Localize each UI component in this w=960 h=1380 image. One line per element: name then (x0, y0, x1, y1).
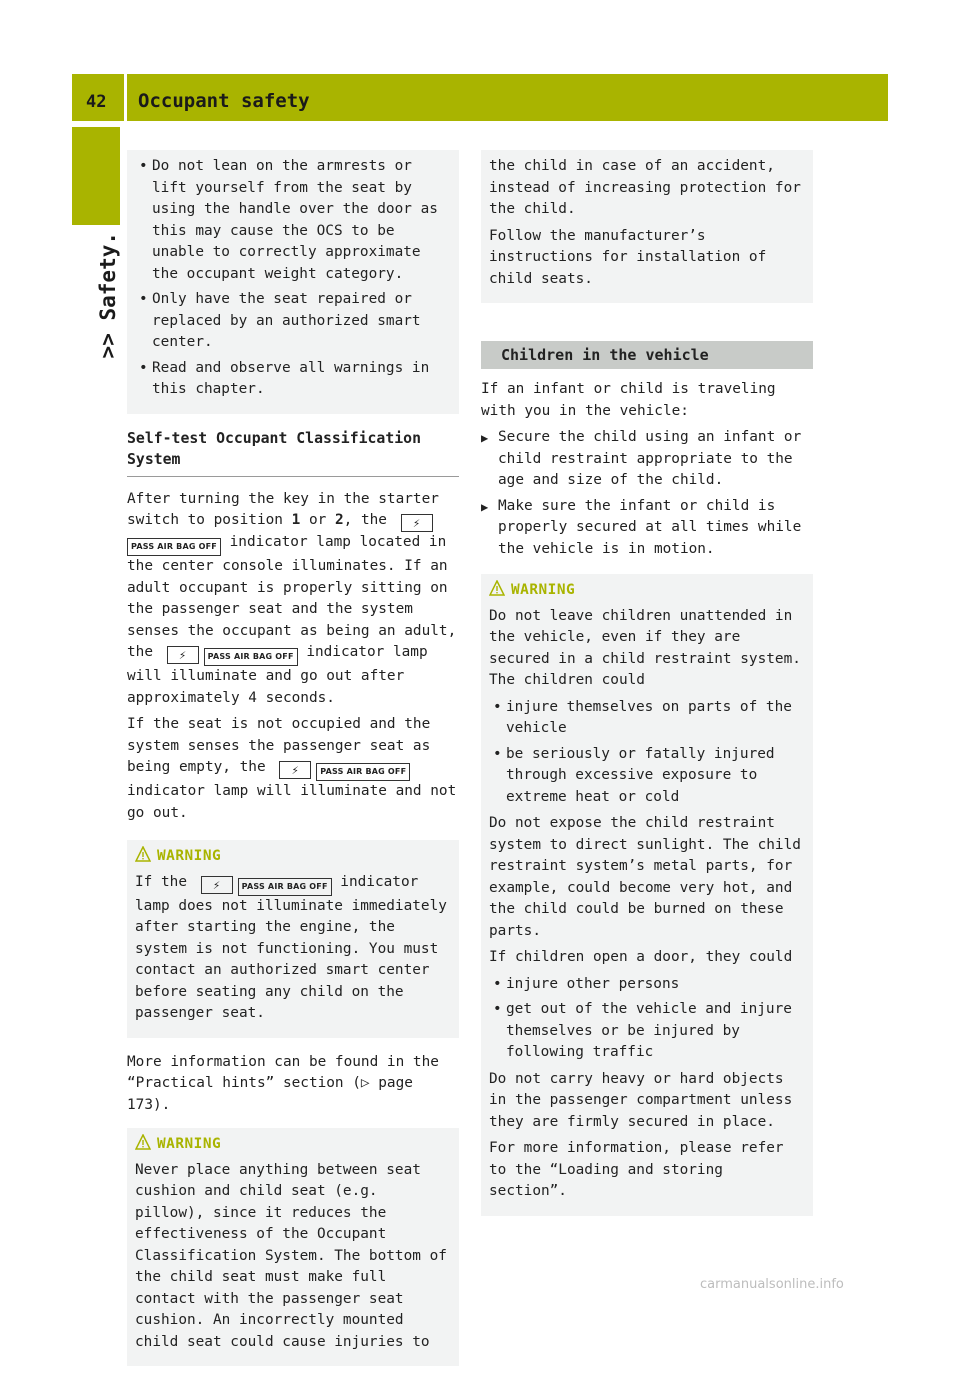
warning-box (481, 574, 813, 1216)
paragraph: After turning the key in the starter switch to position 1 or 2, the ⚡PASS AIR BAG OFF indicator lamp located in the center console illuminates. If an adult occupant is properly sitting on the passenger seat and the system senses the occupant as being an adult, the ⚡ PASS AIR BAG OFF indicator lamp will illuminate and go out after approximately 4 seconds. (127, 490, 457, 706)
pass-airbag-off-icon: PASS AIR BAG OFF (238, 878, 332, 896)
warning-triangle-icon (135, 1134, 151, 1150)
bullet-list (489, 697, 805, 809)
pass-airbag-off-icon: PASS AIR BAG OFF (316, 763, 410, 781)
list-item: • Do not lean on the armrests or lift yourself from the seat by using the handle over the door as this may cause the OCS to be unable to correctly approximate the occupant weight category. (139, 158, 438, 282)
warning-text: For more information, please refer to the “Loading and storing section”. (489, 1140, 784, 1199)
warning-triangle-icon (489, 580, 505, 596)
list-item: • injure themselves on parts of the vehicle (493, 698, 792, 736)
list-item: • be seriously or fatally injured through excessive exposure to extreme heat or cold (493, 745, 775, 805)
warning-heading: WARNING (135, 1134, 451, 1156)
warning-text: Do not expose the child restraint system to direct sunlight. The child restraint system’s metal parts, for example, could become very hot, and the child could be burned on these parts. (489, 815, 801, 939)
right-column (481, 150, 813, 1230)
warning-triangle-icon (135, 846, 151, 862)
section-tab-label: >> Safety. (96, 232, 120, 359)
page-number: 42 (86, 92, 107, 112)
list-item: • Only have the seat repaired or replaced by an authorized smart center. (139, 291, 421, 350)
page-title: Occupant safety (138, 90, 310, 112)
list-item: ▶ Secure the child using an infant or child restraint appropriate to the age and size of the child. (481, 429, 802, 488)
section-tab-block (72, 127, 120, 225)
passenger-seat-icon: ⚡ (201, 876, 233, 894)
warning-text: Do not carry heavy or hard objects in the passenger compartment unless they are firmly secured in place. (489, 1070, 793, 1130)
bullet-list (135, 156, 451, 401)
passenger-seat-icon: ⚡ (279, 761, 311, 779)
warning-heading: WARNING (135, 846, 451, 868)
warning-text: Never place anything between seat cushion and child seat (e.g. pillow), since it reduces the effectiveness of the Occupant Classification System. The bottom of the child seat must make full contact with the passenger seat cushion. An incorrectly mounted child seat could cause injuries to (135, 1161, 447, 1350)
warning-heading: WARNING (489, 580, 805, 602)
warning-text: Do not leave children unattended in the vehicle, even if they are secured in a child restraint system. The children could (489, 607, 801, 688)
info-box (127, 150, 459, 414)
bullet-list (489, 974, 805, 1064)
pass-airbag-off-icon: PASS AIR BAG OFF (204, 648, 298, 666)
warning-text: Follow the manufacturer’s instructions for installation of child seats. (489, 227, 767, 287)
warning-text: If the ⚡ PASS AIR BAG OFF indicator lamp does not illuminate immediately after starting the engine, the system is not functioning. You must contact an authorized smart center before seating any child on the passenger seat. (135, 873, 447, 1021)
paragraph: If the seat is not occupied and the system senses the passenger seat as being empty, the ⚡ PASS AIR BAG OFF indicator lamp will illuminate and not go out. (127, 716, 457, 821)
pass-airbag-off-icon: PASS AIR BAG OFF (127, 538, 221, 556)
list-item: • injure other persons (493, 975, 680, 992)
warning-box (127, 840, 459, 1038)
paragraph: More information can be found in the “Practical hints” section (▷ page 173). (127, 1053, 439, 1113)
warning-text: If children open a door, they could (489, 949, 793, 965)
section-heading: Self-test Occupant Classification System (127, 428, 459, 477)
section-heading: Children in the vehicle (481, 341, 813, 369)
warning-text: the child in case of an accident, instead of increasing protection for the child. (489, 158, 801, 217)
watermark: carmanualsonline.info (700, 1277, 844, 1292)
passenger-seat-icon: ⚡ (401, 514, 433, 532)
list-item: • get out of the vehicle and injure themselves or be injured by following traffic (493, 1001, 792, 1060)
header-separator (124, 74, 127, 121)
step-list (481, 427, 813, 560)
step-arrow-icon: ▶ (481, 499, 489, 514)
warning-continuation-box (481, 150, 813, 303)
paragraph: If an infant or child is traveling with you in the vehicle: (481, 381, 776, 419)
list-item: ▶ Make sure the infant or child is properly secured at all times while the vehicle is in motion. (481, 497, 802, 557)
warning-box (127, 1128, 459, 1366)
left-column (127, 150, 459, 1380)
passenger-seat-icon: ⚡ (167, 646, 199, 664)
list-item: • Read and observe all warnings in this chapter. (139, 359, 430, 397)
step-arrow-icon: ▶ (481, 431, 489, 445)
